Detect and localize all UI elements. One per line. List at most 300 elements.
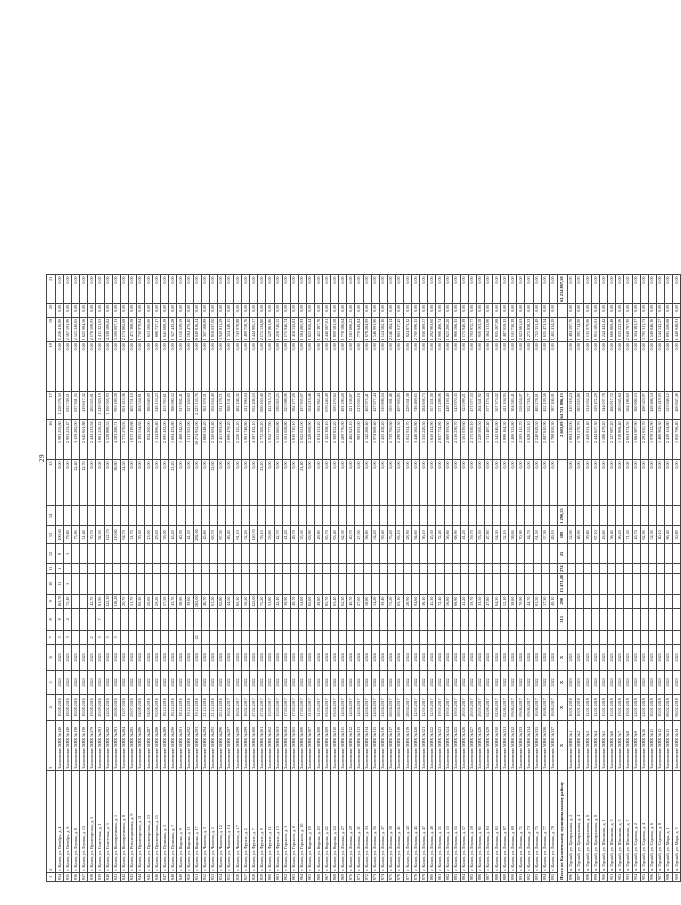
table-cell [533,564,541,574]
table-cell [234,608,242,630]
summary-cell: 2 603,09 [557,420,567,460]
table-cell: 2 [88,630,96,644]
table-cell: 1 814 353,20 [315,420,323,460]
table-cell: 0,00 [120,342,128,392]
table-cell: 163,70 [56,594,64,608]
table-cell: 0,00 [145,460,153,506]
table-cell [493,564,501,574]
table-cell: 0,00 [282,275,290,303]
table-cell: 60,30 [136,594,144,608]
table-cell [648,564,656,574]
table-cell: 22 [193,630,201,644]
table-cell: 893 [533,872,541,881]
table-cell: Заключение МВК №307 [306,720,314,770]
table-row [209,275,217,882]
table-cell: 2023 [624,670,632,694]
table-cell [136,544,144,564]
table-cell: Заключение МВК №290 [169,720,177,770]
table-cell: 0,00 [420,275,428,303]
table-cell [306,608,314,630]
table-row [468,275,476,882]
table-cell: 0,00 [387,303,395,317]
table-cell: п. Горный, ул. Центральная, д. 4 [575,770,583,872]
table-cell: 2 291 635,70 [640,420,648,460]
table-cell: 0,00 [493,342,501,392]
table-cell: 839 [96,872,104,881]
summary-cell [557,317,567,342]
table-cell: 886 [476,872,484,881]
table-cell [177,630,185,644]
table-cell [468,630,476,644]
table-cell [387,564,395,574]
table-cell [501,544,509,564]
table-cell: п. Горный, ул. Центральная, д. 2 [567,770,575,872]
table-cell: 2024 [468,644,476,670]
table-cell: 5 236 410,80 [56,317,64,342]
table-cell: 0,00 [484,342,492,392]
table-cell: г. Калач, ул. Ленина, д. 63 [484,770,492,872]
table-cell: 1 450 031,40 [584,420,592,460]
table-cell [664,544,672,564]
summary-cell [557,303,567,317]
table-cell: 1 952 777,60 [266,420,274,460]
table-cell: 2024 [347,644,355,670]
table-cell [363,506,371,526]
table-cell [452,574,460,595]
table-cell: 16.12.2016 [169,694,177,720]
table-cell: 0,00 [525,303,533,317]
table-cell: Заключение МВК №299 [242,720,250,770]
table-cell: 0,00 [72,303,80,317]
table-cell: 02.06.2017 [484,694,492,720]
table-cell: 411 104,95 [501,392,509,420]
table-cell: 0,00 [436,275,444,303]
table-cell [258,574,266,595]
table-cell: Заключение МВК №335 [533,720,541,770]
table-cell: 531 179,71 [217,392,225,420]
table-cell [56,506,64,526]
table-cell [363,564,371,574]
table-cell [525,506,533,526]
table-cell: 0,00 [387,460,395,506]
table-cell: 485 278,01 [533,392,541,420]
table-cell: 50,80 [673,526,681,544]
table-cell: 1 501 028,80 [282,420,290,460]
table-cell: 387 436,01 [549,392,557,420]
table-cell [169,544,177,564]
table-row [664,275,672,882]
table-cell: Заключение МВК №309 [323,720,331,770]
table-cell: 879 [420,872,428,881]
table-cell: 0,00 [533,303,541,317]
table-cell: г. Калач, ул. Ленина, д. 39 [387,770,395,872]
table-cell [331,630,339,644]
table-cell: 0,00 [153,460,161,506]
table-cell [673,564,681,574]
table-row [493,275,501,882]
table-cell: 2 095 432,00 [161,420,169,460]
table-cell: 2 173 862,69 [120,317,128,342]
table-cell [640,506,648,526]
table-cell [656,574,664,595]
table-cell: 862 [282,872,290,881]
table-cell: 40,70 [347,594,355,608]
table-cell [128,630,136,644]
table-cell: 0,00 [664,460,672,506]
table-cell: 120,70 [250,526,258,544]
table-cell: 2024 [217,644,225,670]
table-cell [371,630,379,644]
table-cell: 4 [64,608,72,630]
table-cell: 1 895 206,68 [664,317,672,342]
table-cell: Заключение МВК №282 [104,720,112,770]
table-cell: 2024 [185,644,193,670]
table-cell: 2022 [549,670,557,694]
table-cell: 0,00 [80,275,88,303]
table-cell: 0,00 [379,342,387,392]
table-cell: 0,00 [177,275,185,303]
table-cell: 452 139,56 [541,392,549,420]
table-cell: 06.02.2018 [673,694,681,720]
table-cell: 16.02.2017 [234,694,242,720]
table-cell: 0,00 [600,460,608,506]
table-cell [234,506,242,526]
table-cell: 0,00 [242,342,250,392]
table-cell: 0,00 [640,275,648,303]
table-row [234,275,242,882]
table-cell: 1 324 348,15 [225,317,233,342]
table-cell: 5 [56,630,64,644]
table-cell [476,544,484,564]
table-row [600,275,608,882]
table-cell: г. Калач, ул. Ленина, д. 57 [460,770,468,872]
table-cell: 0,00 [484,303,492,317]
table-cell: 890 [509,872,517,881]
table-cell: 0,00 [395,342,403,392]
table-cell: 0,00 [323,275,331,303]
table-cell [501,630,509,644]
table-cell: 30.01.2018 [648,694,656,720]
table-cell: 0,00 [96,342,104,392]
table-cell: г. Калач, ул. Кирова, д. 18 [306,770,314,872]
table-cell: 849 [177,872,185,881]
table-cell [616,506,624,526]
table-cell [624,544,632,564]
table-cell: 4 [47,694,56,720]
table-cell [193,544,201,564]
table-cell: Заключение МВК №291 [177,720,185,770]
table-cell: 85,70 [323,594,331,608]
table-cell: 64,30 [493,594,501,608]
table-cell [387,544,395,564]
table-cell: 10.08.2016 [56,694,64,720]
table-cell [541,564,549,574]
table-cell [412,506,420,526]
table-cell: 361 379,31 [201,392,209,420]
table-cell [549,506,557,526]
table-cell [136,564,144,574]
table-row [290,275,298,882]
table-cell [266,608,274,630]
table-cell: 45,30 [428,594,436,608]
table-cell: 44,70 [525,594,533,608]
table-cell [315,544,323,564]
table-cell [600,544,608,564]
table-cell: 0,00 [608,303,616,317]
table-cell [355,574,363,595]
table-cell: 983 691,00 [355,420,363,460]
table-cell [96,506,104,526]
table-cell: 453 763,61 [161,392,169,420]
table-cell: 2 175 050,10 [468,420,476,460]
table-cell [624,608,632,630]
table-cell: 0,00 [128,460,136,506]
table-cell [217,506,225,526]
table-cell [533,630,541,644]
table-cell [656,564,664,574]
table-cell [493,544,501,564]
table-cell: Заключение МВК №337 [549,720,557,770]
table-cell: 29,20 [153,594,161,608]
table-cell: 0,00 [201,303,209,317]
table-cell: 835 [64,872,72,881]
table-cell: 2024 [258,644,266,670]
table-cell [395,630,403,644]
table-row [145,275,153,882]
table-cell [567,544,575,564]
table-cell: г. Калач, ул. Ленина, д. 65 [493,770,501,872]
table-cell [185,608,193,630]
table-cell: 36,20 [616,526,624,544]
table-cell: 3 [64,544,72,564]
table-cell [274,564,282,574]
table-cell: 1 307 168,89 [201,317,209,342]
table-cell: 265 025,01 [88,392,96,420]
table-cell: 58,40 [608,526,616,544]
table-cell: 2024 [169,644,177,670]
table-cell [379,564,387,574]
table-cell [640,608,648,630]
table-cell: 2022 [428,670,436,694]
table-cell: 19.05.2017 [444,694,452,720]
table-cell [88,506,96,526]
table-cell [476,574,484,595]
table-cell: Заключение МВК №7 [616,720,624,770]
table-cell: 2022 [541,670,549,694]
table-cell: 2 521 340,65 [72,317,80,342]
table-cell: 3 446 565,80 [412,420,420,460]
table-cell [242,544,250,564]
table-cell: п. Горный, ул. Садовая, д. 6 [648,770,656,872]
table-cell [145,630,153,644]
table-cell: 2024 [315,644,323,670]
table-cell [315,574,323,595]
table-row [250,275,258,882]
table-cell: 19.12.2016 [193,694,201,720]
table-cell [145,544,153,564]
table-cell [80,608,88,630]
table-cell: 2023 [80,670,88,694]
table-cell [517,608,525,630]
table-cell [584,594,592,608]
table-cell: 0,00 [266,460,274,506]
table-cell: 2024 [404,644,412,670]
table-cell: 75,40 [64,594,72,608]
table-cell [347,564,355,574]
table-cell [420,630,428,644]
table-cell: 1 823 850,44 [306,317,314,342]
table-cell [315,564,323,574]
table-cell: 1 318 869,40 [616,420,624,460]
table-row [608,275,616,882]
table-cell [72,630,80,644]
table-cell: 0,00 [379,275,387,303]
table-cell [584,564,592,574]
table-cell: 2 567 503,96 [64,317,72,342]
table-cell: 865 [306,872,314,881]
table-cell: 0,00 [290,342,298,392]
table-cell: 1 584 085,93 [298,317,306,342]
table-cell: г. Калач, ул. Пушкина, д. 7 [169,770,177,872]
table-cell: 10 274 952,00 [193,420,201,460]
table-cell: 1 435 458,20 [379,420,387,460]
table-cell: 502 654,40 [209,392,217,420]
table-cell: 0,00 [420,303,428,317]
table-cell: 653 560,00 [145,317,153,342]
table-row [128,275,136,882]
table-cell: 1 489 758,76 [242,317,250,342]
table-cell: 94,60 [412,594,420,608]
table-cell [266,564,274,574]
table-cell: 0,00 [282,460,290,506]
column-number-row [47,275,56,882]
table-cell [80,630,88,644]
table-cell [517,564,525,574]
table-cell [298,574,306,595]
table-cell: 0,00 [412,342,420,392]
table-cell: 0,00 [648,303,656,317]
table-cell [616,544,624,564]
table-row [549,275,557,882]
table-cell [104,506,112,526]
table-cell: 26.05.2017 [460,694,468,720]
table-cell [298,608,306,630]
table-cell: 2024 [274,644,282,670]
table-cell: 2022 [193,670,201,694]
table-cell [616,630,624,644]
table-cell: г. Калач, ул. Революционная, д. 9 [128,770,136,872]
table-cell [177,608,185,630]
table-cell [664,506,672,526]
table-cell: 2024 [209,644,217,670]
table-cell: 0,00 [201,460,209,506]
table-cell: 2 903 253,47 [64,420,72,460]
table-cell: 491 590,26 [339,392,347,420]
table-cell: 0,00 [476,460,484,506]
table-cell: 2 604 974,50 [624,420,632,460]
table-cell [444,564,452,574]
table-cell: 2024 [525,644,533,670]
table-row [282,275,290,882]
table-cell: 24.01.2018 [632,694,640,720]
table-cell [128,564,136,574]
table-row [153,275,161,882]
table-cell: 0,00 [282,342,290,392]
table-cell: 12.05.2017 [428,694,436,720]
table-cell [274,506,282,526]
table-cell: 464 554,81 [136,392,144,420]
table-cell [541,574,549,595]
table-cell: 1 184 470,40 [185,317,193,342]
table-cell: 2022 [460,670,468,694]
table-cell: 3 661 250,22 [96,420,104,460]
table-cell: 0,00 [193,303,201,317]
table-cell [404,506,412,526]
summary-cell: 13 471,40 [557,574,567,595]
table-row [169,275,177,882]
table-cell: 1 635 471,34 [541,317,549,342]
table-cell [169,608,177,630]
table-cell: 0,00 [420,342,428,392]
table-cell: 15.01.2018 [600,694,608,720]
table-cell: Заключение МВК №308 [315,720,323,770]
table-cell [169,574,177,595]
table-cell [323,608,331,630]
table-cell: 3 [64,574,72,595]
table-cell [217,564,225,574]
table-cell: 2 320 691,40 [209,420,217,460]
table-cell [404,544,412,564]
table-cell: 1 703 972,77 [468,317,476,342]
table-cell: 0,00 [363,275,371,303]
table-row [640,275,648,882]
table-cell [404,564,412,574]
table-cell: 13.07.2016 [120,694,128,720]
table-cell: 2023 [584,670,592,694]
table-cell: 63,10 [395,526,403,544]
table-cell: Заключение МВК №138 [72,720,80,770]
table-cell: 1 690 479,20 [225,420,233,460]
table-cell [379,544,387,564]
table-cell: 889 [501,872,509,881]
table-cell: 2024 [153,644,161,670]
table-cell [600,594,608,608]
table-cell: 0,00 [501,303,509,317]
table-cell: 63,10 [395,594,403,608]
table-cell: 03.04.2017 [331,694,339,720]
table-cell: 2024 [517,644,525,670]
table-cell [193,506,201,526]
table-cell: 16.08.2016 [80,694,88,720]
table-cell [371,506,379,526]
table-cell: Заключение МВК №303 [274,720,282,770]
table-cell: 0,00 [80,342,88,392]
table-cell: 1 487 059,35 [501,317,509,342]
table-cell: 1 875 119,68 [128,420,136,460]
table-cell: 53,80 [266,594,274,608]
table-cell [306,564,314,574]
table-cell [347,544,355,564]
table-cell: 0,00 [632,303,640,317]
table-cell [177,564,185,574]
table-cell: Заключение МВК №333 [517,720,525,770]
table-cell [476,608,484,630]
table-cell: 0,00 [266,275,274,303]
table-cell [632,608,640,630]
table-cell [428,608,436,630]
table-cell [640,574,648,595]
table-cell: 2024 [104,644,112,670]
